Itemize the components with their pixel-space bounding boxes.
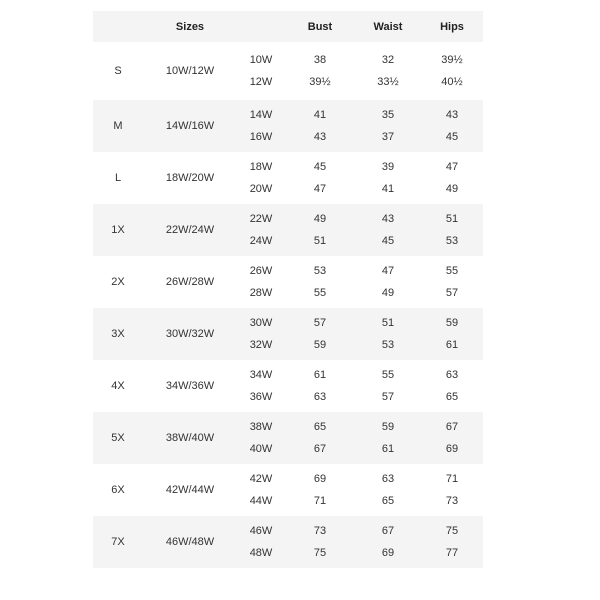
bust-value: 43 (313, 131, 327, 143)
size-chart-table (93, 11, 483, 568)
sub-size-column (237, 360, 285, 412)
size-label: 3X (111, 328, 125, 340)
waist-value: 49 (381, 287, 395, 299)
bust-column (285, 152, 355, 204)
header-empty-sub-size (237, 11, 285, 42)
size-label: 5X (111, 432, 125, 444)
sub-size-line: 14W (249, 109, 273, 121)
size-row (93, 308, 483, 360)
bust-value: 45 (313, 161, 327, 173)
bust-column (285, 204, 355, 256)
bust-value: 71 (313, 495, 327, 507)
sub-size-line: 10W (249, 54, 273, 66)
sub-size-column (237, 464, 285, 516)
waist-value: 39 (381, 161, 395, 173)
hips-value: 73 (445, 495, 459, 507)
waist-value: 65 (381, 495, 395, 507)
hips-value: 75 (445, 525, 459, 537)
bust-value: 57 (313, 317, 327, 329)
waist-value: 32 (381, 54, 395, 66)
size-row (93, 360, 483, 412)
waist-column (355, 308, 421, 360)
size-range: 46W/48W (165, 536, 215, 548)
hips-column (421, 360, 483, 412)
size-range: 22W/24W (165, 224, 215, 236)
hips-value: 63 (445, 369, 459, 381)
waist-column (355, 42, 421, 100)
sub-size-column (237, 152, 285, 204)
waist-value: 45 (381, 235, 395, 247)
sub-size-line: 44W (249, 495, 273, 507)
waist-column (355, 152, 421, 204)
hips-column (421, 256, 483, 308)
hips-value: 43 (445, 109, 459, 121)
size-label: 1X (111, 224, 125, 236)
waist-column (355, 412, 421, 464)
bust-value: 65 (313, 421, 327, 433)
size-label: S (114, 65, 122, 77)
header-sizes: Sizes (175, 20, 205, 33)
header-bust: Bust (307, 20, 333, 33)
waist-value: 37 (381, 131, 395, 143)
size-range: 42W/44W (165, 484, 215, 496)
size-label: 4X (111, 380, 125, 392)
size-label: M (113, 120, 123, 132)
bust-column (285, 42, 355, 100)
waist-value: 43 (381, 213, 395, 225)
size-row (93, 100, 483, 152)
waist-value: 41 (381, 183, 395, 195)
waist-value: 57 (381, 391, 395, 403)
hips-value: 61 (445, 339, 459, 351)
size-label: 6X (111, 484, 125, 496)
waist-value: 53 (381, 339, 395, 351)
waist-column (355, 100, 421, 152)
hips-value: 40½ (441, 76, 463, 88)
sub-size-line: 28W (249, 287, 273, 299)
bust-column (285, 464, 355, 516)
size-row (93, 464, 483, 516)
sub-size-column (237, 100, 285, 152)
size-range: 14W/16W (165, 120, 215, 132)
hips-column (421, 100, 483, 152)
hips-value: 59 (445, 317, 459, 329)
bust-column (285, 516, 355, 568)
waist-value: 35 (381, 109, 395, 121)
hips-value: 47 (445, 161, 459, 173)
hips-value: 71 (445, 473, 459, 485)
hips-column (421, 204, 483, 256)
waist-column (355, 464, 421, 516)
bust-value: 73 (313, 525, 327, 537)
sub-size-line: 20W (249, 183, 273, 195)
header-empty-size-letter (93, 11, 143, 42)
bust-value: 63 (313, 391, 327, 403)
size-range: 10W/12W (165, 65, 215, 77)
size-row (93, 152, 483, 204)
sub-size-line: 48W (249, 547, 273, 559)
size-row (93, 516, 483, 568)
sub-size-column (237, 42, 285, 100)
sub-size-line: 22W (249, 213, 273, 225)
size-label: 2X (111, 276, 125, 288)
sub-size-line: 36W (249, 391, 273, 403)
bust-value: 41 (313, 109, 327, 121)
sub-size-line: 18W (249, 161, 273, 173)
hips-value: 39½ (441, 54, 463, 66)
waist-value: 51 (381, 317, 395, 329)
sub-size-column (237, 256, 285, 308)
waist-column (355, 256, 421, 308)
sub-size-line: 34W (249, 369, 273, 381)
waist-column (355, 204, 421, 256)
sub-size-column (237, 204, 285, 256)
bust-value: 69 (313, 473, 327, 485)
hips-value: 45 (445, 131, 459, 143)
bust-column (285, 100, 355, 152)
hips-value: 49 (445, 183, 459, 195)
bust-value: 53 (313, 265, 327, 277)
hips-value: 77 (445, 547, 459, 559)
size-range: 34W/36W (165, 380, 215, 392)
sub-size-column (237, 412, 285, 464)
header-row (93, 11, 483, 42)
bust-value: 49 (313, 213, 327, 225)
sub-size-column (237, 516, 285, 568)
bust-column (285, 308, 355, 360)
waist-value: 55 (381, 369, 395, 381)
hips-value: 51 (445, 213, 459, 225)
sub-size-line: 42W (249, 473, 273, 485)
size-row (93, 42, 483, 100)
sub-size-column (237, 308, 285, 360)
header-hips: Hips (440, 20, 464, 33)
waist-value: 63 (381, 473, 395, 485)
size-row (93, 256, 483, 308)
waist-column (355, 360, 421, 412)
bust-value: 38 (313, 54, 327, 66)
hips-column (421, 412, 483, 464)
size-range: 30W/32W (165, 328, 215, 340)
waist-value: 69 (381, 547, 395, 559)
size-range: 38W/40W (165, 432, 215, 444)
bust-column (285, 360, 355, 412)
hips-column (421, 464, 483, 516)
sub-size-line: 16W (249, 131, 273, 143)
header-waist: Waist (373, 20, 403, 33)
waist-column (355, 516, 421, 568)
hips-column (421, 516, 483, 568)
sub-size-line: 24W (249, 235, 273, 247)
sub-size-line: 30W (249, 317, 273, 329)
bust-value: 39½ (309, 76, 331, 88)
hips-column (421, 42, 483, 100)
sub-size-line: 38W (249, 421, 273, 433)
hips-value: 57 (445, 287, 459, 299)
waist-value: 47 (381, 265, 395, 277)
bust-value: 67 (313, 443, 327, 455)
bust-column (285, 256, 355, 308)
sub-size-line: 32W (249, 339, 273, 351)
size-row (93, 204, 483, 256)
sub-size-line: 26W (249, 265, 273, 277)
bust-value: 75 (313, 547, 327, 559)
waist-value: 33½ (377, 76, 399, 88)
waist-value: 59 (381, 421, 395, 433)
bust-value: 51 (313, 235, 327, 247)
size-row (93, 412, 483, 464)
hips-column (421, 152, 483, 204)
size-chart-body (93, 42, 483, 568)
size-label: L (114, 172, 122, 184)
bust-value: 55 (313, 287, 327, 299)
bust-value: 61 (313, 369, 327, 381)
size-label: 7X (111, 536, 125, 548)
bust-value: 47 (313, 183, 327, 195)
hips-value: 65 (445, 391, 459, 403)
sub-size-line: 46W (249, 525, 273, 537)
bust-column (285, 412, 355, 464)
hips-column (421, 308, 483, 360)
waist-value: 67 (381, 525, 395, 537)
waist-value: 61 (381, 443, 395, 455)
hips-value: 55 (445, 265, 459, 277)
sub-size-line: 40W (249, 443, 273, 455)
hips-value: 67 (445, 421, 459, 433)
hips-value: 69 (445, 443, 459, 455)
size-range: 18W/20W (165, 172, 215, 184)
size-range: 26W/28W (165, 276, 215, 288)
sub-size-line: 12W (249, 76, 273, 88)
hips-value: 53 (445, 235, 459, 247)
bust-value: 59 (313, 339, 327, 351)
